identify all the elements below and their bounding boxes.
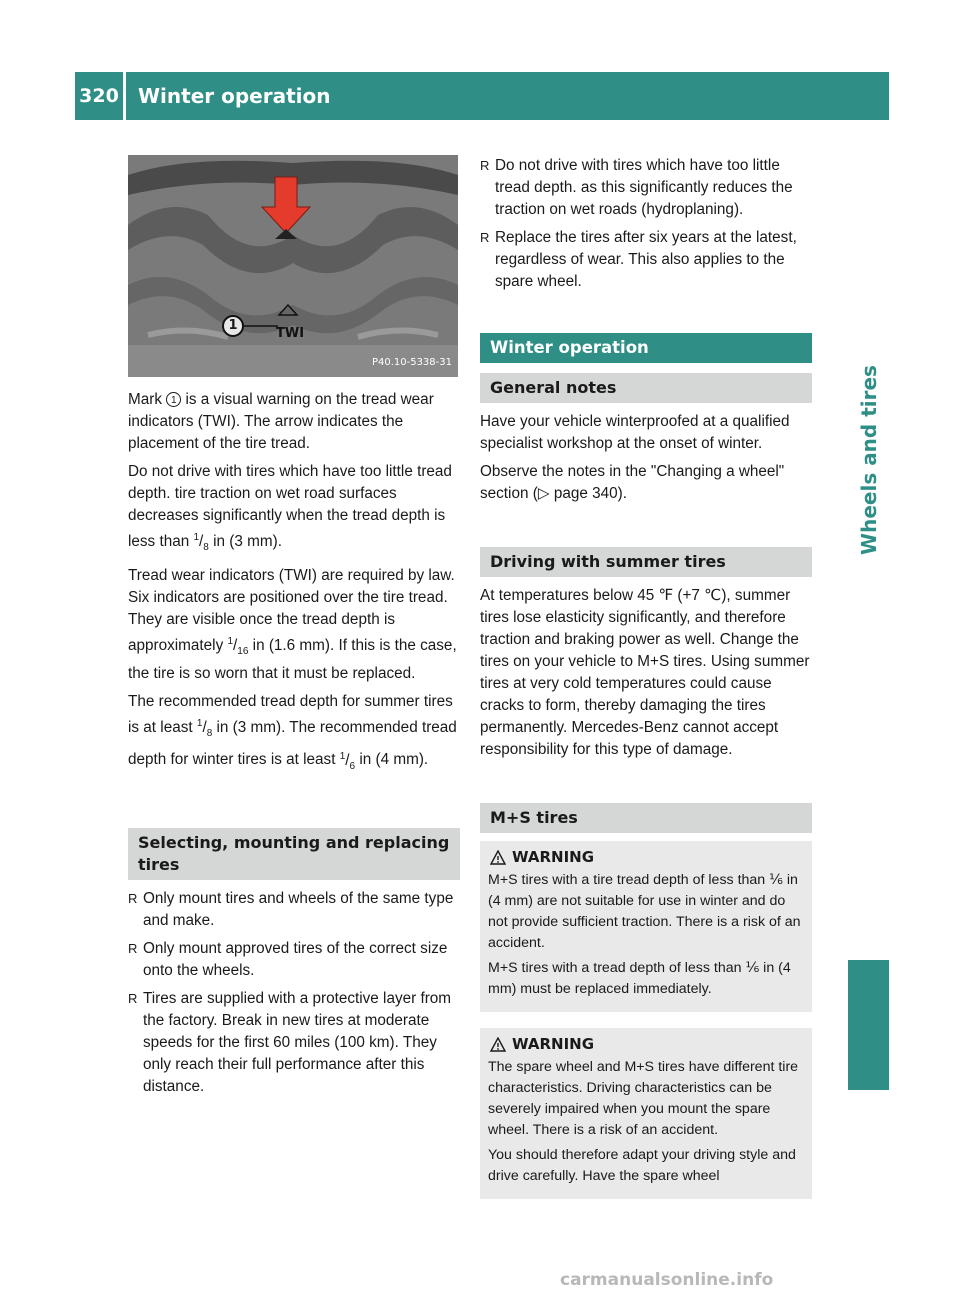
paragraph-summer: At temperatures below 45 ℉ (+7 ℃), summer tires lose elasticity significantly, and therefore traction and braking power as well. Change the tires on your vehicle to M+S tires. Using summer tires at very cold temperatures could cause cracks to form, thereby damaging the tires permanently. Mercedes-Benz cannot accept responsibility for this type of damage. [480, 587, 810, 758]
warning-title: WARNING [488, 847, 804, 868]
side-tab-label-wrap [848, 250, 889, 670]
fraction: $^1/_8$ [196, 718, 213, 740]
fraction: $^1/_6$ [339, 750, 356, 772]
warning-icon [490, 850, 506, 866]
selecting-list [128, 888, 460, 1098]
list-item: R Only mount approved tires of the correct size onto the wheels. [128, 938, 460, 982]
right-column [480, 155, 812, 1199]
page-ref-arrow-icon: ▷ [537, 485, 550, 502]
fraction: $^1/_8$ [193, 532, 209, 554]
side-tab-block [848, 960, 889, 1090]
paragraph-general-2: Observe the notes in the "Changing a wheel" section (▷ page 340). [480, 463, 785, 502]
warning-box [480, 1028, 812, 1199]
callout-icon: 1 [166, 392, 181, 407]
heading-selecting: Selecting, mounting and replacing tires [128, 828, 460, 880]
list-item: R Only mount tires and wheels of the same type and make. [128, 888, 460, 932]
figure-code: P40.10-5338-31 [371, 357, 452, 368]
list-item: R Tires are supplied with a protective layer from the factory. Break in new tires at moderate speeds for the first 60 miles (100 km). They only reach their full performance after this distance. [128, 988, 460, 1098]
page-header [75, 72, 889, 120]
heading-general-notes: General notes [480, 373, 812, 403]
tread-list [480, 155, 812, 293]
paragraph-recommended: The recommended tread depth for summer tires is at least $^1/_8$ in (3 mm). The recommended tread depth for winter tires is at least $^1/_6$ in (4 mm). [128, 693, 457, 772]
paragraph-twi: Tread wear indicators (TWI) are required by law. Six indicators are positioned over the tire tread. They are visible once the tread depth is approximately $^1/_{16}$ in (1.6 mm). If this is the case, the tire is so worn that it must be replaced. [128, 567, 457, 683]
list-item: R Replace the tires after six years at the latest, regardless of wear. This also applies to the spare wheel. [480, 227, 812, 293]
figure-twi-label: TWI [276, 326, 305, 341]
warning-icon [490, 1037, 506, 1053]
list-item: R Do not drive with tires which have too little tread depth. as this significantly reduces the traction on wet roads (hydroplaning). [480, 155, 812, 221]
paragraph-tread-depth: Do not drive with tires which have too little tread depth. tire traction on wet road surfaces decreases significantly when the tread depth is less than $^1/_8$ in (3 mm). [128, 463, 452, 554]
warning-text: You should therefore adapt your driving style and drive carefully. Have the spare wheel [488, 1147, 796, 1184]
heading-ms-tires: M+S tires [480, 803, 812, 833]
warning-text: The spare wheel and M+S tires have different tire characteristics. Driving characteristics can be severely impaired when you mount the spare wheel. There is a risk of an accident. [488, 1059, 799, 1138]
figure-callout: 1 [222, 315, 244, 337]
warning-title: WARNING [488, 1034, 804, 1055]
warning-text: M+S tires with a tread depth of less than ⅙ in (4 mm) must be replaced immediately. [488, 960, 791, 997]
paragraph-mark: Mark 1 is a visual warning on the tread wear indicators (TWI). The arrow indicates the placement of the tire tread. [128, 391, 434, 452]
page-number: 320 [79, 85, 119, 107]
side-tab [848, 120, 889, 1200]
heading-summer-tires: Driving with summer tires [480, 547, 812, 577]
warning-box [480, 841, 812, 1012]
header-title: Winter operation [138, 84, 331, 108]
tread-figure [128, 155, 458, 377]
section-heading-winter: Winter operation [480, 333, 812, 363]
watermark: carmanualsonline.info [560, 1270, 774, 1290]
side-tab-label: Wheels and tires [856, 365, 881, 555]
paragraph-general-1: Have your vehicle winterproofed at a qualified specialist workshop at the onset of winter. [480, 413, 790, 452]
left-column [128, 155, 460, 1104]
warning-text: M+S tires with a tire tread depth of less than ⅙ in (4 mm) are not suitable for use in winter and do not provide sufficient traction. There is a risk of an accident. [488, 872, 801, 951]
header-divider [123, 72, 126, 120]
fraction: $^1/_{16}$ [227, 636, 249, 658]
